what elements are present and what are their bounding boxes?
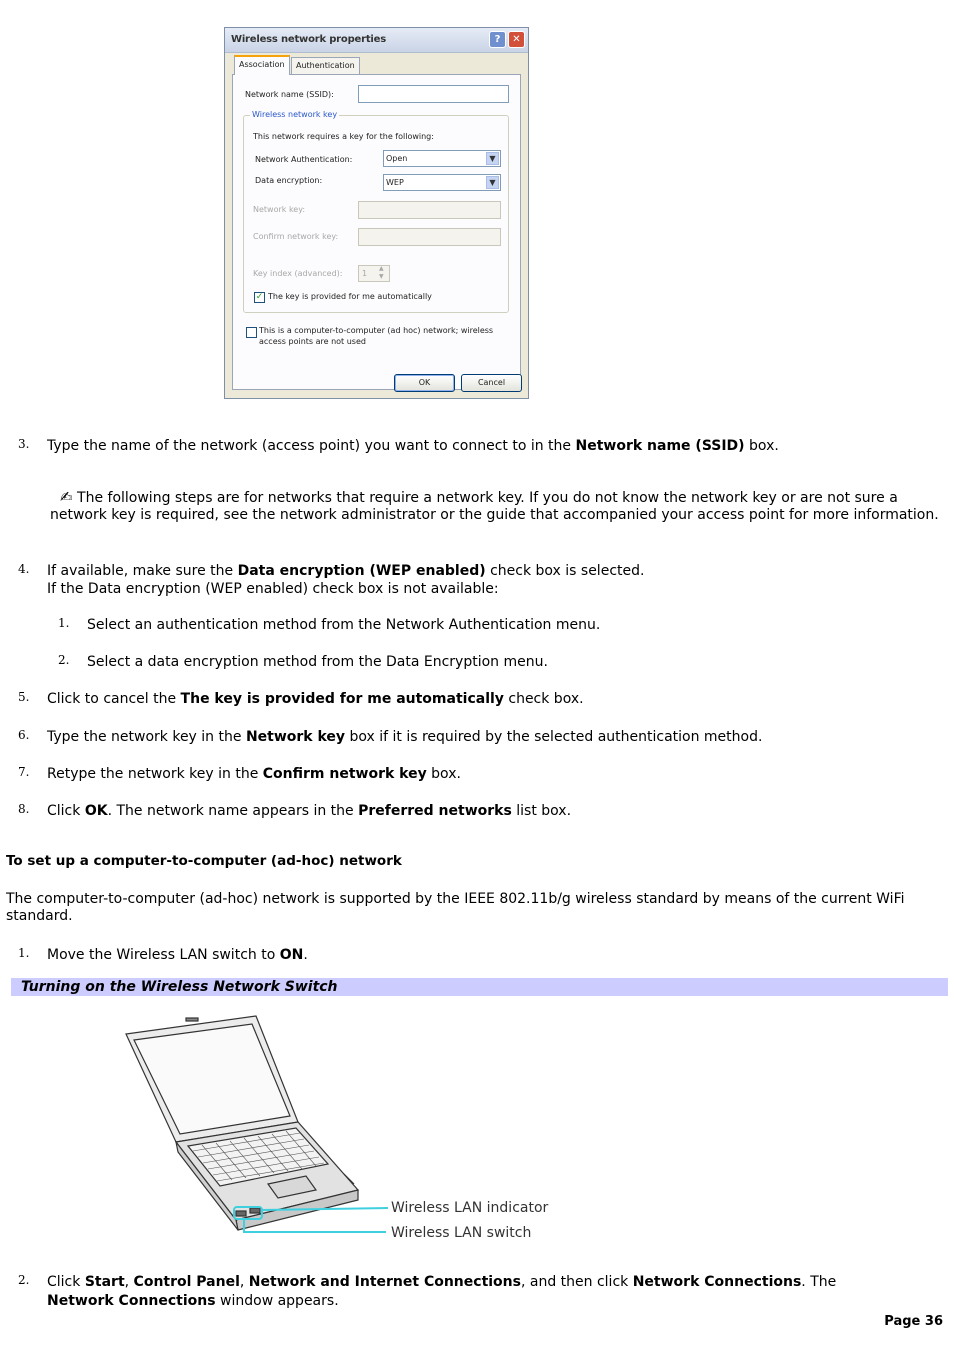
step-4-text: If available, make sure the Data encryption (WEP enabled) check box is selected. xyxy=(47,563,645,579)
cancel-button[interactable]: Cancel xyxy=(461,374,522,392)
adhoc-step-1-text: Move the Wireless LAN switch to ON. xyxy=(47,947,308,963)
encryption-select-value: WEP xyxy=(386,178,404,187)
step-number: 6. xyxy=(18,728,30,742)
auth-select-value: Open xyxy=(386,154,408,163)
help-button[interactable]: ? xyxy=(489,31,506,48)
figure-caption-bar xyxy=(11,978,948,996)
figure-caption: Turning on the Wireless Network Switch xyxy=(21,979,338,995)
note-text: The following steps are for networks that require a network key. If you do not know the network key or are not sure a network key is required, see the network administrator or the guide that accompanied your access point for more information. xyxy=(50,490,939,523)
section-paragraph: The computer-to-computer (ad-hoc) network is supported by the IEEE 802.11b/g wireless standard by means of the current WiFi standard. xyxy=(6,891,905,924)
substep-4-1-text: Select an authentication method from the Network Authentication menu. xyxy=(87,617,601,633)
section-heading: To set up a computer-to-computer (ad-hoc) network xyxy=(6,853,402,869)
step-8-text: Click OK. The network name appears in the Preferred networks list box. xyxy=(47,803,572,819)
spinner-down-icon: ▼ xyxy=(379,273,384,280)
tab-authentication[interactable]: Authentication xyxy=(291,57,360,74)
network-key-label: Network key: xyxy=(253,205,306,214)
adhoc-step-2-text: Click Start, Control Panel, Network and Internet Connections, and then click Network Connections. The Network Connections window appears. xyxy=(47,1274,837,1309)
ssid-label: Network name (SSID): xyxy=(245,90,334,99)
requires-key-text: This network requires a key for the following: xyxy=(253,132,434,141)
wireless-key-group-label: Wireless network key xyxy=(252,110,338,119)
step-6-text: Type the network key in the Network key box if it is required by the selected authentication method. xyxy=(47,729,763,745)
step-number: 8. xyxy=(18,802,30,816)
substep-number: 1. xyxy=(58,616,70,630)
adhoc-checkbox[interactable] xyxy=(246,327,257,338)
adhoc-label-line2: access points are not used xyxy=(259,337,366,346)
auth-select[interactable] xyxy=(383,150,501,167)
tab-association[interactable]: Association xyxy=(234,55,290,75)
step-number: 7. xyxy=(18,765,30,779)
dialog-titlebar xyxy=(225,28,528,53)
step-3-text: Type the name of the network (access point) you want to connect to in the Network name (SSID) box. xyxy=(47,438,779,454)
close-button[interactable]: ✕ xyxy=(508,31,525,48)
spinner-up-icon: ▲ xyxy=(379,265,384,272)
note-pencil-icon: ✍ xyxy=(60,488,73,506)
step-number: 2. xyxy=(18,1273,30,1287)
ok-button[interactable]: OK xyxy=(394,374,455,392)
callout-wireless-switch: Wireless LAN switch xyxy=(391,1225,532,1241)
laptop-illustration xyxy=(118,1012,558,1252)
step-5-text: Click to cancel the The key is provided for me automatically check box. xyxy=(47,691,584,707)
confirm-key-label: Confirm network key: xyxy=(253,232,339,241)
substep-number: 2. xyxy=(58,653,70,667)
step-number: 3. xyxy=(18,437,30,451)
step-7-text: Retype the network key in the Confirm network key box. xyxy=(47,766,461,782)
chevron-down-icon: ▼ xyxy=(486,152,499,165)
auto-key-label: The key is provided for me automatically xyxy=(268,292,432,301)
key-index-value: 1 xyxy=(362,269,368,278)
confirm-key-input[interactable] xyxy=(358,228,501,246)
wireless-properties-screenshot xyxy=(224,27,529,399)
auto-key-checkbox[interactable]: ✓ xyxy=(255,292,264,302)
step-number: 1. xyxy=(18,946,30,960)
key-index-spinner[interactable] xyxy=(358,265,390,282)
auth-label: Network Authentication: xyxy=(255,155,353,164)
association-panel xyxy=(232,74,521,390)
chevron-down-icon: ▼ xyxy=(486,176,499,189)
dialog-title: Wireless network properties xyxy=(231,34,386,45)
step-number: 5. xyxy=(18,690,30,704)
network-key-input[interactable] xyxy=(358,201,501,219)
callout-wireless-indicator: Wireless LAN indicator xyxy=(391,1200,549,1216)
step-number: 4. xyxy=(18,562,30,576)
page-number: Page 36 xyxy=(884,1314,943,1329)
encryption-label: Data encryption: xyxy=(255,176,323,185)
encryption-select[interactable] xyxy=(383,174,501,191)
step-4-line2: If the Data encryption (WEP enabled) check box is not available: xyxy=(47,581,499,597)
key-index-label: Key index (advanced): xyxy=(253,269,343,278)
note-block xyxy=(50,489,945,524)
adhoc-label-line1: This is a computer-to-computer (ad hoc) network; wireless xyxy=(259,326,494,335)
substep-4-2-text: Select a data encryption method from the Data Encryption menu. xyxy=(87,654,548,670)
ssid-input[interactable] xyxy=(358,85,509,103)
